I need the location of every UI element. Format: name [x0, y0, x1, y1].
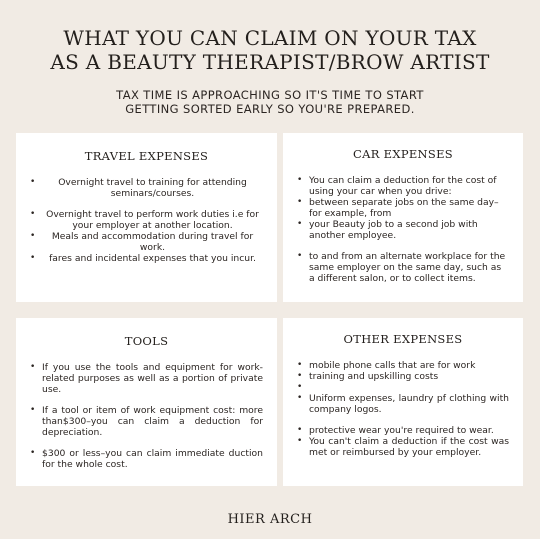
page-title-line-1: WHAT YOU CAN CLAIM ON YOUR TAX	[63, 26, 477, 50]
brand-logo: HIER ARCH	[227, 512, 313, 527]
list-item: • You can't claim a deduction if the cost was met or reimbursed by your employer.	[297, 436, 509, 458]
list-item: • If a tool or item of work equipment cost: more than$300–you can claim a deduction for depreciation.	[30, 405, 263, 438]
page-subtitle	[0, 88, 540, 116]
list-item: • protective wear you're required to wear.	[297, 425, 509, 436]
list-item: • If you use the tools and equipment for work-related purposes as well as a portion of private use.	[30, 362, 263, 395]
list-item: • to and from an alternate workplace for the same employer on the same day, such as a different salon, or to collect items.	[297, 251, 509, 284]
car-expenses-list	[283, 175, 523, 284]
list-item: • Uniform expenses, laundry pf clothing with company logos.	[297, 393, 509, 415]
tools-card	[16, 318, 277, 486]
list-item: • mobile phone calls that are for work	[297, 360, 509, 371]
other-expenses-list	[283, 360, 523, 458]
other-expenses-card	[283, 318, 523, 486]
other-expenses-heading: OTHER EXPENSES	[343, 332, 463, 346]
list-item: • Meals and accommodation during travel for work.	[30, 231, 263, 253]
list-item: • fares and incidental expenses that you incur.	[30, 253, 263, 264]
travel-expenses-list	[16, 177, 277, 264]
list-item: • between separate jobs on the same day–for example, from	[297, 197, 509, 219]
list-item: • $300 or less–you can claim immediate duction for the whole cost.	[30, 448, 263, 470]
list-item: • Overnight travel to training for attending seminars/courses.	[30, 177, 263, 199]
list-item: • training and upskilling costs	[297, 371, 509, 382]
travel-expenses-card	[16, 133, 277, 302]
list-item	[297, 382, 509, 393]
page-title-line-2: AS A BEAUTY THERAPIST/BROW ARTIST	[50, 50, 490, 74]
list-item: • your Beauty job to a second job with another employee.	[297, 219, 509, 241]
page-subtitle-line-2: GETTING SORTED EARLY SO YOU'RE PREPARED.	[125, 102, 415, 116]
car-expenses-heading: CAR EXPENSES	[353, 147, 453, 161]
tools-heading: TOOLS	[124, 334, 169, 348]
tools-list	[16, 362, 277, 470]
page-title	[0, 26, 540, 74]
travel-expenses-heading: TRAVEL EXPENSES	[84, 149, 209, 163]
list-item: • Overnight travel to perform work duties i.e for your employer at another location.	[30, 209, 263, 231]
car-expenses-card	[283, 133, 523, 302]
list-item: • You can claim a deduction for the cost of using your car when you drive:	[297, 175, 509, 197]
page-subtitle-line-1: TAX TIME IS APPROACHING SO IT'S TIME TO START	[116, 88, 424, 102]
